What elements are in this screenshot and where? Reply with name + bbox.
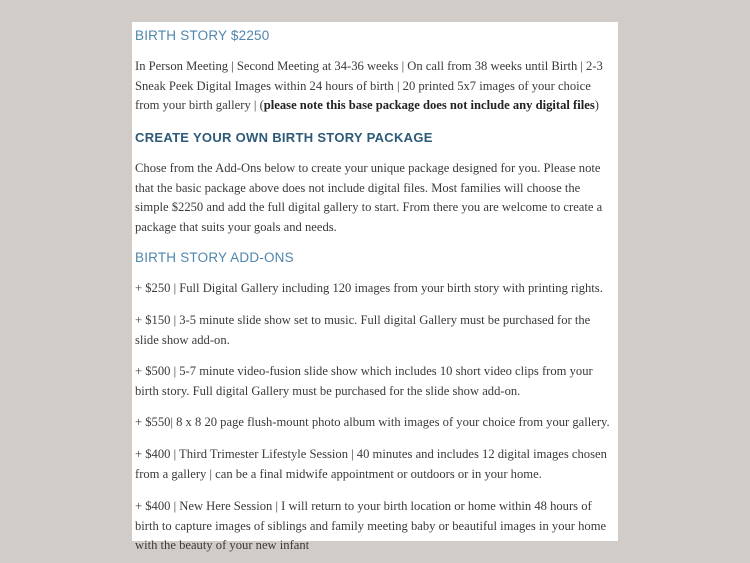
birth-story-close: ): [594, 98, 599, 112]
addon-item: + $400 | Third Trimester Lifestyle Session | 40 minutes and includes 12 digital images chosen from a gallery | can be a final midwife appointment or outdoors or in your home.: [135, 447, 607, 481]
addons-heading: BIRTH STORY ADD-ONS: [135, 250, 294, 265]
addon-item: + $500 | 5-7 minute video-fusion slide show which includes 10 short video clips from your birth story. Full digital Gallery must be purchased for the slide show add-on.: [135, 364, 593, 398]
birth-story-text: In Person Meeting | Second Meeting at 34-36 weeks | On call from 38 weeks until Birth | 2-3 Sneak Peek Digital Images within 24 hours of birth | 20 printed 5x7 images of your choice from your birth gallery | (: [135, 59, 603, 112]
birth-story-heading: BIRTH STORY $2250: [135, 28, 270, 43]
addon-item: + $150 | 3-5 minute slide show set to music. Full digital Gallery must be purchased for the slide show add-on.: [135, 313, 591, 347]
document-page: [132, 22, 618, 552]
addon-item: + $250 | Full Digital Gallery including 120 images from your birth story with printing rights.: [135, 281, 603, 295]
create-package-text: Chose from the Add-Ons below to create your unique package designed for you. Please note that the basic package above does not include digital files. Most families will choose the simple $2250 and add the full digital gallery to start. From there you are welcome to create a package that suits your goals and needs.: [135, 161, 603, 234]
birth-story-description: [135, 57, 613, 116]
addon-item: + $400 | New Here Session | I will return to your birth location or home within 48 hours of birth to capture images of siblings and family meeting baby or beautiful images in your home with the beauty of your new infant: [135, 499, 607, 552]
birth-story-note: please note this base package does not include any digital files: [263, 98, 595, 112]
addon-item: + $550| 8 x 8 20 page flush-mount photo album with images of your choice from your gallery.: [135, 415, 610, 429]
create-package-heading: CREATE YOUR OWN BIRTH STORY PACKAGE: [135, 130, 433, 145]
